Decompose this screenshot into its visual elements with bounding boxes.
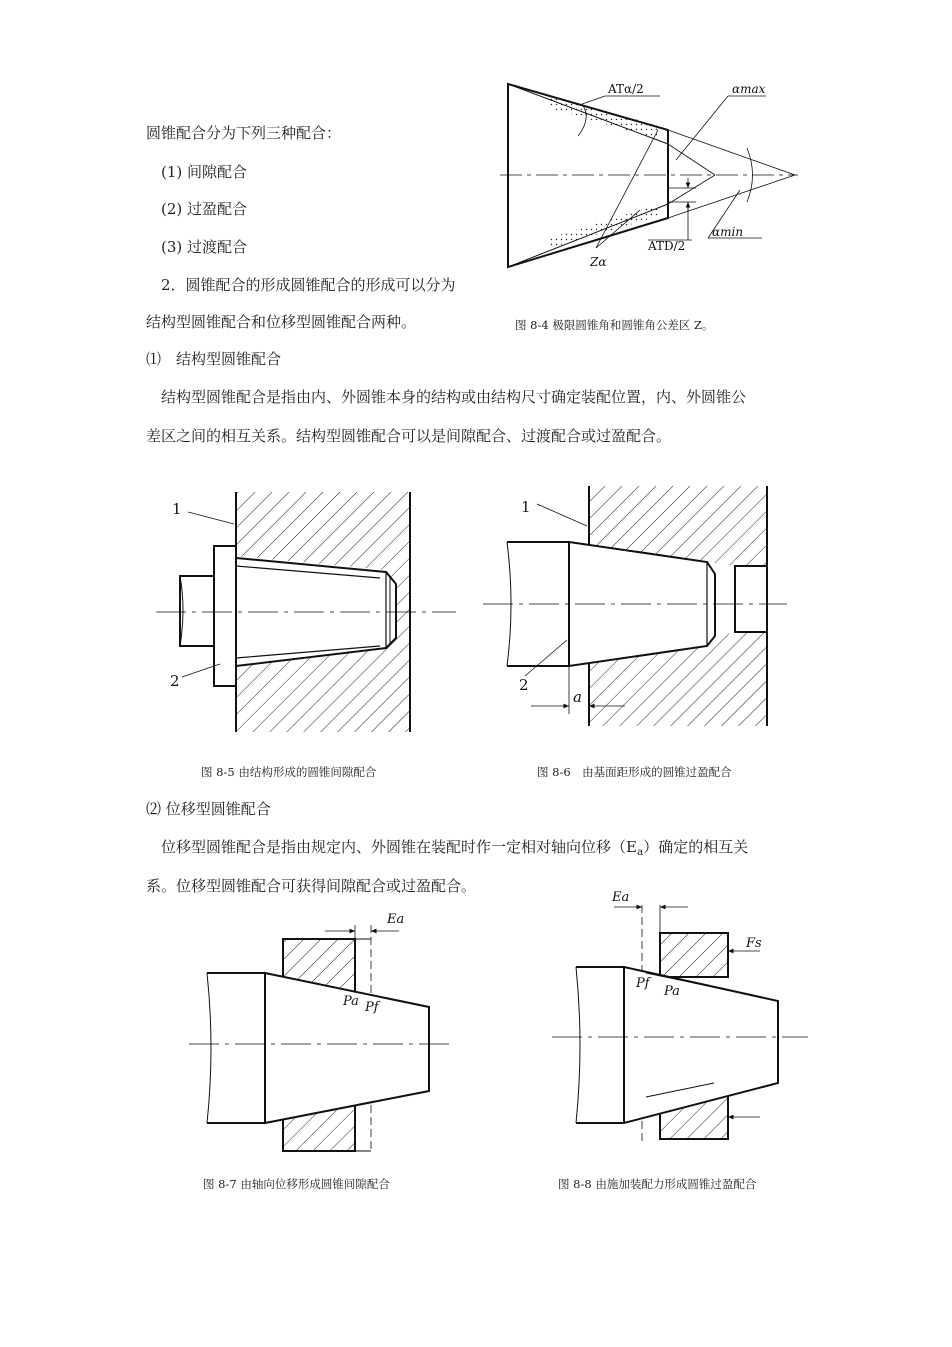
section-2-line1: 2．圆锥配合的形成圆锥配合的形成可以分为	[161, 276, 456, 294]
subsection-1-para-line2: 差区之间的相互关系。结构型圆锥配合可以是间隙配合、过渡配合或过盈配合。	[146, 427, 672, 445]
label-part-1: 1	[521, 498, 531, 516]
figure-8-7-drawing	[185, 905, 460, 1155]
label-at-d: ATD/2	[648, 239, 686, 253]
intro-text: 圆锥配合分为下列三种配合：	[146, 124, 342, 142]
label-pf: Pf	[636, 976, 650, 991]
label-pf: Pf	[365, 1000, 379, 1015]
label-part-2: 2	[519, 676, 529, 694]
subsection-2-para-line2: 系。位移型圆锥配合可获得间隙配合或过盈配合。	[146, 877, 477, 895]
caption-figure-8-6: 图 8-6 由基面距形成的圆锥过盈配合	[537, 765, 732, 779]
label-ea: Ea	[612, 890, 630, 905]
label-z-alpha: Zα	[590, 255, 607, 269]
label-base-distance-a: a	[573, 688, 582, 706]
label-at-alpha: ATα/2	[608, 82, 644, 96]
label-part-2: 2	[170, 672, 180, 690]
section-2-line2: 结构型圆锥配合和位移型圆锥配合两种。	[146, 313, 417, 331]
label-alpha-min: αmin	[712, 225, 744, 239]
figure-8-5-drawing	[148, 480, 463, 740]
label-fs: Fs	[746, 936, 762, 951]
caption-figure-8-4: 图 8-4 极限圆锥角和圆锥角公差区 Z。	[515, 318, 714, 332]
list-item-clearance: (1) 间隙配合	[161, 163, 248, 181]
label-alpha-max: αmax	[732, 82, 766, 96]
subsection-1-para-line1: 结构型圆锥配合是指由内、外圆锥本身的结构或由结构尺寸确定装配位置，内、外圆锥公	[161, 388, 747, 406]
label-part-1: 1	[172, 500, 182, 518]
subsection-2-para-line1: 位移型圆锥配合是指由规定内、外圆锥在装配时作一定相对轴向位移$(E_a)$确定的相互关	[161, 838, 749, 858]
figure-8-6-drawing	[475, 480, 795, 740]
caption-figure-8-5: 图 8-5 由结构形成的圆锥间隙配合	[201, 765, 377, 779]
label-ea: Ea	[387, 912, 405, 927]
list-item-interference: (2) 过盈配合	[161, 200, 248, 218]
label-pa: Pa	[343, 994, 359, 1009]
caption-figure-8-8: 图 8-8 由施加装配力形成圆锥过盈配合	[558, 1177, 757, 1191]
caption-figure-8-7: 图 8-7 由轴向位移形成圆锥间隙配合	[203, 1177, 390, 1191]
figure-8-8-drawing	[550, 885, 812, 1147]
figure-8-4-drawing	[500, 78, 800, 273]
list-item-transition: (3) 过渡配合	[161, 238, 248, 256]
label-pa: Pa	[664, 984, 680, 999]
subsection-1-heading: ⑴ 结构型圆锥配合	[146, 350, 282, 368]
subsection-2-heading: ⑵ 位移型圆锥配合	[146, 800, 271, 818]
